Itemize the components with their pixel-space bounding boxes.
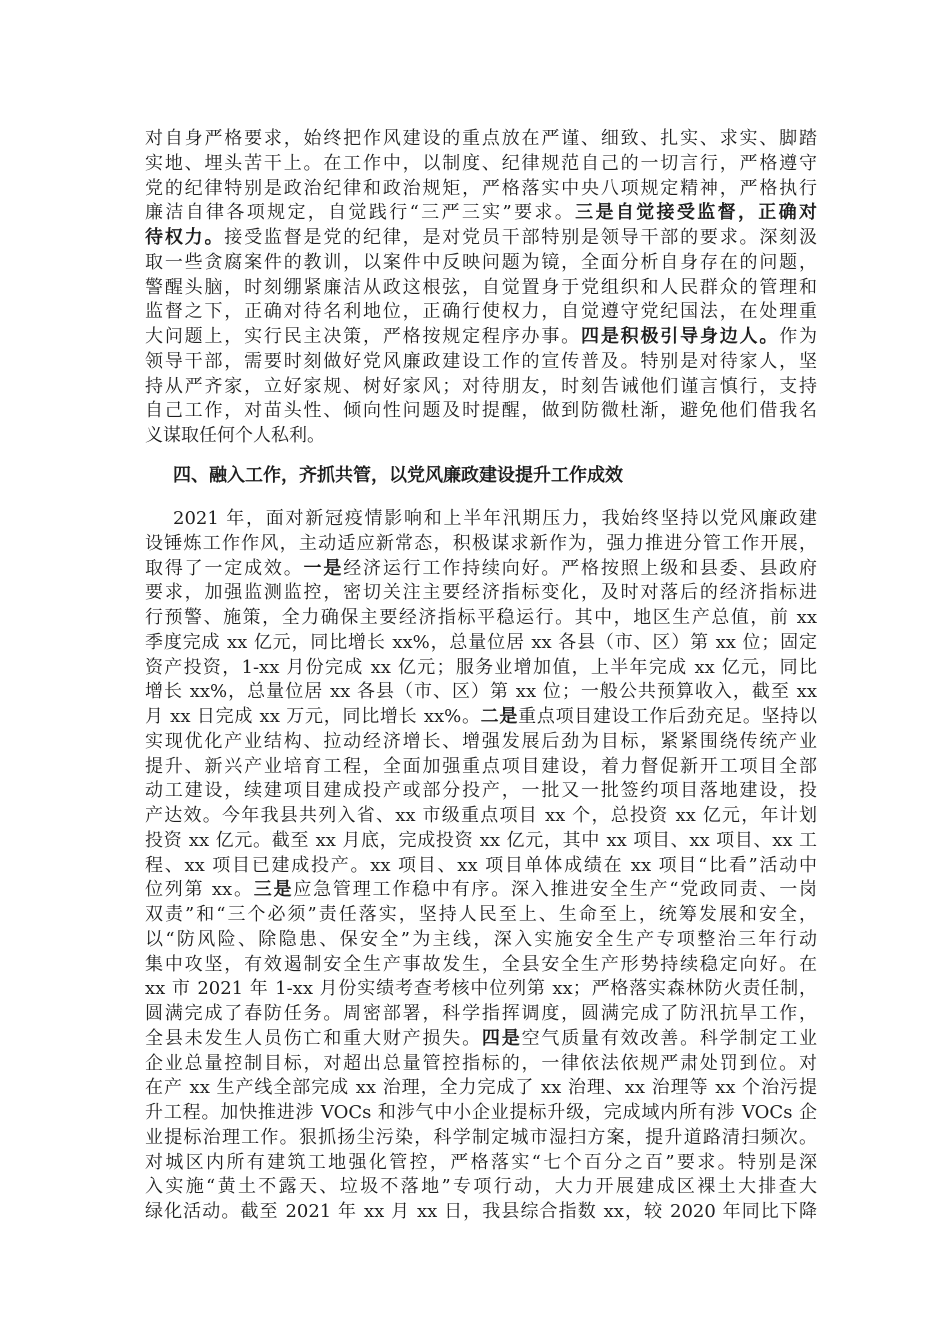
text-line <box>145 953 817 978</box>
text-line <box>145 152 817 177</box>
text-line <box>145 1076 817 1101</box>
text-line <box>145 201 817 226</box>
text-line <box>145 300 817 325</box>
body-text: 对自身严格要求，始终把作风建设的重点放在严谨、细致、扎实、求实、脚踏 <box>145 128 817 149</box>
body-text: 业提标治理工作。狠抓扬尘污染，科学制定城市湿扫方案，提升道路清扫频次。 <box>145 1126 817 1148</box>
text-line <box>145 375 817 400</box>
body-text: 提升、新兴产业培育工程，全面加强重点项目建设，着力督促新开工项目全部 <box>145 755 817 777</box>
text-line <box>145 532 817 557</box>
body-text: 绿化活动。截至 2021 年 xx 月 xx 日，我县综合指数 xx，较 2020 年同比下降 <box>145 1201 817 1222</box>
bold-text: 一是 <box>303 557 344 579</box>
body-text: 义谋取任何个人私利。 <box>145 425 325 446</box>
body-text: 季度完成 xx 亿元，同比增长 xx%，总量位居 xx 各县（市、区）第 xx 位；固定 <box>145 631 817 653</box>
body-text: 以“防风险、除隐患、保安全”为主线，深入实施安全生产专项整治三年行动 <box>145 928 817 950</box>
body-text: 动工建设，续建项目建成投产或部分投产，一批又一批签约项目落地建设，投 <box>145 780 817 802</box>
body-text: 产达效。今年我县共列入省、xx 市级重点项目 xx 个，总投资 xx 亿元，年计划 <box>145 805 817 826</box>
body-text: 重点项目建设工作后劲充足。坚持以 <box>518 706 817 727</box>
text-line <box>145 1151 817 1176</box>
text-line <box>145 350 817 375</box>
text-line <box>145 878 817 903</box>
text-line <box>145 631 817 656</box>
text-line <box>145 928 817 953</box>
text-line <box>145 656 817 681</box>
text-line <box>145 755 817 780</box>
body-text: xx 市 2021 年 1-xx 月份实绩考查考核中位列第 xx；严格落实森林防火责任制， <box>145 978 817 1000</box>
body-text: 实地、埋头苦干上。在工作中，以制度、纪律规范自己的一切言行，严格遵守 <box>145 152 817 174</box>
text-line <box>145 1175 817 1200</box>
text-line <box>145 1101 817 1126</box>
text-line <box>145 606 817 631</box>
paragraph-body-1 <box>145 127 817 449</box>
text-line <box>145 903 817 928</box>
body-text: 党的纪律特别是政治纪律和政治规矩，严格落实中央八项规定精神，严格执行 <box>145 177 817 199</box>
bold-text: 二是 <box>480 706 519 727</box>
bold-text: 四是 <box>481 1027 522 1049</box>
body-text: 企业总量控制目标，对超出总量管控指标的，一律依法依规严肃处罚到位。对 <box>145 1052 817 1074</box>
body-text: 位列第 xx。 <box>145 879 254 901</box>
body-text: 行预警、施策，全力确保主要经济指标平稳运行。其中，地区生产总值，前 xx <box>145 607 817 628</box>
body-text: 要求，加强监测监控，密切关注主要经济指标变化，及时对落后的经济指标进 <box>145 582 817 604</box>
body-text: 作为 <box>779 326 818 347</box>
text-line <box>145 507 817 532</box>
text-line <box>145 251 817 276</box>
bold-text: 三是自觉接受监督，正确对 <box>575 202 818 224</box>
text-line <box>145 854 817 879</box>
body-text: 月 xx 日完成 xx 万元，同比增长 xx%。 <box>145 706 481 727</box>
text-line <box>145 977 817 1002</box>
text-line <box>145 226 817 251</box>
text-line <box>145 1052 817 1077</box>
body-text: 取一些贪腐案件的教训，以案件中反映问题为镜，全面分析自身存在的问题， <box>145 251 817 273</box>
body-text: 自己工作，对苗头性、倾向性问题及时提醒，做到防微杜渐，避免他们借我名 <box>145 400 817 422</box>
body-text: 增长 xx%，总量位居 xx 各县（市、区）第 xx 位；一般公共预算收入，截至 xx <box>145 681 817 703</box>
body-text: 集中攻坚，有效遏制安全生产事故发生，全县安全生产形势持续稳定向好。在 <box>145 953 817 975</box>
text-line <box>145 1027 817 1052</box>
text-line <box>145 557 817 582</box>
section-heading: 四、融入工作，齐抓共管，以党风廉政建设提升工作成效 <box>173 465 623 486</box>
body-text: 升工程。加快推进涉 VOCs 和涉气中小企业提标升级，完成域内所有涉 VOCs 企 <box>145 1102 817 1123</box>
text-line <box>145 127 817 152</box>
body-text: 实现优化产业结构、拉动经济增长、增强发展后劲为目标，紧紧围绕传统产业 <box>145 730 817 752</box>
text-line <box>145 705 817 730</box>
body-text: 入实施“黄土不露天、垃圾不落地”专项行动，大力开展建成区裸土大排查大 <box>145 1176 817 1198</box>
body-text: 应急管理工作稳中有序。深入推进安全生产“党政同责、一岗 <box>293 879 817 901</box>
text-line <box>145 1126 817 1151</box>
body-text: 圆满完成了春防任务。周密部署，科学指挥调度，圆满完成了防汛抗旱工作， <box>145 1003 817 1024</box>
body-text: 领导干部，需要时刻做好党风廉政建设工作的宣传普及。特别是对待家人，坚 <box>145 350 817 372</box>
text-line <box>145 804 817 829</box>
paragraph-body-2 <box>145 507 817 1225</box>
body-text: 经济运行工作持续向好。严格按照上级和县委、县政府 <box>343 557 818 579</box>
text-line <box>145 325 817 350</box>
text-line <box>145 424 817 449</box>
bold-text: 待权力。 <box>145 227 225 248</box>
text-line <box>145 177 817 202</box>
body-text: 取得了一定成效。 <box>145 557 304 579</box>
bold-text: 三是 <box>253 879 294 901</box>
body-text: 持从严齐家，立好家规、树好家风；对待朋友，时刻告诫他们谨言慎行，支持 <box>145 375 817 397</box>
text-line <box>145 680 817 705</box>
body-text: 全县未发生人员伤亡和重大财产损失。 <box>145 1027 482 1049</box>
text-line <box>145 399 817 424</box>
body-text: 设锤炼工作作风，主动适应新常态，积极谋求新作为，强力推进分管工作开展， <box>145 532 817 554</box>
body-text: 资产投资，1-xx 月份完成 xx 亿元；服务业增加值，上半年完成 xx 亿元，同比 <box>145 656 817 678</box>
text-line <box>145 779 817 804</box>
body-text: 程、xx 项目已建成投产。xx 项目、xx 项目单体成绩在 xx 项目“比看”活动中 <box>145 854 817 876</box>
body-text: 监督之下，正确对待名利地位，正确行使权力，自觉遵守党纪国法，在处理重 <box>145 301 817 323</box>
text-line <box>145 829 817 854</box>
text-line <box>145 276 817 301</box>
text-line <box>145 730 817 755</box>
body-text: 廉洁自律各项规定，自觉践行“三严三实”要求。 <box>145 202 576 224</box>
text-line <box>145 581 817 606</box>
body-text: 在产 xx 生产线全部完成 xx 治理，全力完成了 xx 治理、xx 治理等 xx 个治污提 <box>145 1077 817 1099</box>
bold-text: 四是积极引导身边人。 <box>581 326 780 347</box>
text-line <box>145 1002 817 1027</box>
body-text: 接受监督是党的纪律，是对党员干部特别是领导干部的要求。深刻汲 <box>224 227 818 248</box>
body-text: 投资 xx 亿元。截至 xx 月底，完成投资 xx 亿元，其中 xx 项目、xx 项目、xx 工 <box>145 829 817 851</box>
body-text: 大问题上，实行民主决策，严格按规定程序办事。 <box>145 326 581 347</box>
body-text: 空气质量有效改善。科学制定工业 <box>521 1027 818 1049</box>
body-text: 2021 年，面对新冠疫情影响和上半年汛期压力，我始终坚持以党风廉政建 <box>173 508 817 529</box>
body-text: 警醒头脑，时刻绷紧廉洁从政这根弦，自觉置身于党组织和人民群众的管理和 <box>145 276 817 298</box>
text-line <box>145 1200 817 1225</box>
body-text: 双责”和“三个必须”责任落实，坚持人民至上、生命至上，统筹发展和安全， <box>145 904 817 925</box>
body-text: 对城区内所有建筑工地强化管控，严格落实“七个百分之百”要求。特别是深 <box>145 1151 817 1173</box>
